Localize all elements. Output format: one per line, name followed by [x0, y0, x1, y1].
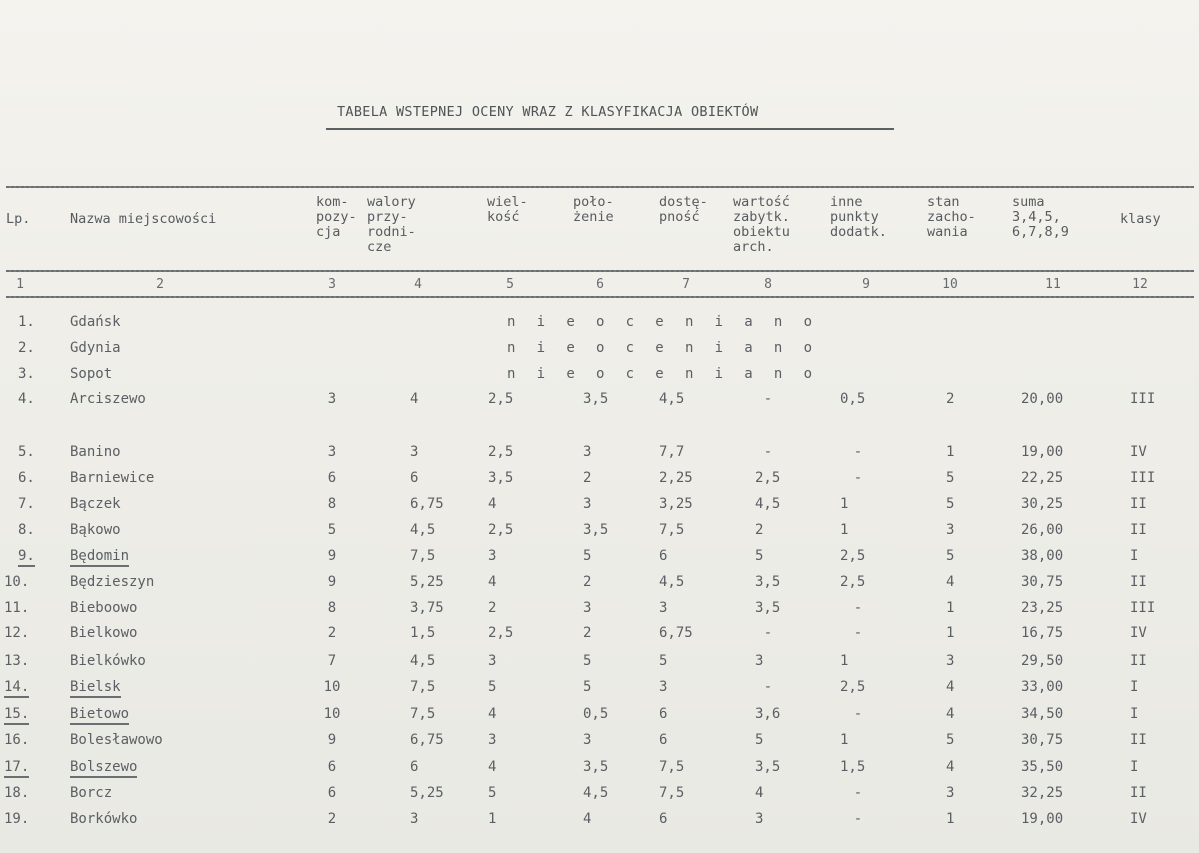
column-number: 7	[682, 277, 690, 292]
place-name: Bolszewo	[70, 759, 137, 778]
score-cell: 2,5	[488, 391, 514, 407]
score-cell: 22,25	[1021, 470, 1064, 486]
score-cell: 4	[755, 785, 764, 801]
row-number: 4.	[18, 391, 35, 407]
header-dostepnosc: dostę- pność	[659, 194, 708, 225]
score-cell: 10	[323, 679, 341, 695]
row-number: 11.	[4, 600, 30, 616]
row-number: 7.	[18, 496, 35, 512]
score-cell: 2	[488, 600, 497, 616]
score-cell: -	[853, 785, 863, 801]
score-cell: 5	[583, 548, 592, 564]
score-cell: I	[1130, 679, 1139, 695]
row-number: 19.	[4, 811, 30, 827]
column-number: 12	[1132, 277, 1148, 292]
score-cell: 4,5	[755, 496, 781, 512]
table-top-rule	[6, 186, 1194, 188]
score-cell: -	[853, 625, 863, 641]
row-number: 6.	[18, 470, 35, 486]
column-number: 10	[942, 277, 958, 292]
row-number: 8.	[18, 522, 35, 538]
row-number: 9.	[18, 548, 35, 567]
score-cell: 8	[327, 496, 337, 512]
place-name: Bielkowo	[70, 625, 138, 641]
score-cell: 3,25	[659, 496, 693, 512]
score-cell: 0,5	[583, 706, 609, 722]
score-cell: 5	[946, 548, 955, 564]
score-cell: I	[1130, 548, 1139, 564]
score-cell: III	[1130, 470, 1156, 486]
score-cell: 3	[583, 496, 592, 512]
score-cell: 3,5	[755, 759, 781, 775]
score-cell: IV	[1130, 625, 1147, 641]
place-name: Gdynia	[70, 340, 121, 356]
score-cell: 2,5	[840, 574, 866, 590]
place-name: Borkówko	[70, 811, 138, 827]
score-cell: 1,5	[840, 759, 866, 775]
row-number: 16.	[4, 732, 30, 748]
score-cell: 7,5	[410, 679, 436, 695]
column-number: 6	[596, 277, 604, 292]
score-cell: 3	[946, 785, 955, 801]
score-cell: 6	[659, 548, 668, 564]
score-cell: 2	[755, 522, 764, 538]
score-cell: 5,25	[410, 785, 444, 801]
place-name: Bączek	[70, 496, 121, 512]
place-name: Bielsk	[70, 679, 121, 698]
score-cell: 6	[659, 706, 668, 722]
score-cell: 2	[946, 391, 955, 407]
score-cell: 1	[840, 496, 849, 512]
score-cell: 19,00	[1021, 444, 1064, 460]
not-rated-note: n i e o c e n i a n o	[507, 340, 819, 356]
header-walory: walory przy- rodni- cze	[367, 194, 416, 255]
score-cell: 3	[583, 732, 592, 748]
score-cell: II	[1130, 522, 1147, 538]
score-cell: 34,50	[1021, 706, 1064, 722]
score-cell: IV	[1130, 811, 1147, 827]
score-cell: 4,5	[583, 785, 609, 801]
header-wielkosc: wiel- kość	[487, 194, 528, 225]
score-cell: 6,75	[410, 732, 444, 748]
header-bottom-rule	[6, 270, 1194, 272]
score-cell: 5	[755, 732, 764, 748]
header-stan: stan zacho- wania	[927, 194, 976, 240]
score-cell: 3,5	[755, 600, 781, 616]
score-cell: 1	[946, 625, 955, 641]
score-cell: 5	[583, 679, 592, 695]
score-cell: 2	[583, 625, 592, 641]
score-cell: II	[1130, 732, 1147, 748]
score-cell: 3	[946, 522, 955, 538]
score-cell: 2	[583, 574, 592, 590]
place-name: Sopot	[70, 366, 113, 382]
score-cell: 5	[659, 653, 668, 669]
score-cell: 1	[488, 811, 497, 827]
score-cell: II	[1130, 574, 1147, 590]
score-cell: 30,75	[1021, 574, 1064, 590]
score-cell: 2	[583, 470, 592, 486]
score-cell: -	[763, 444, 773, 460]
score-cell: 3	[583, 600, 592, 616]
score-cell: 6	[327, 470, 337, 486]
score-cell: 26,00	[1021, 522, 1064, 538]
place-name: Banino	[70, 444, 121, 460]
place-name: Będomin	[70, 548, 129, 567]
score-cell: 3	[327, 391, 337, 407]
score-cell: 3	[755, 653, 764, 669]
score-cell: 1	[840, 522, 849, 538]
score-cell: 3	[755, 811, 764, 827]
score-cell: 6,75	[659, 625, 693, 641]
score-cell: 0,5	[840, 391, 866, 407]
score-cell: 6	[327, 759, 337, 775]
score-cell: 2	[327, 625, 337, 641]
score-cell: 7,7	[659, 444, 685, 460]
title-underline	[326, 128, 894, 130]
score-cell: 2	[327, 811, 337, 827]
score-cell: 6,75	[410, 496, 444, 512]
not-rated-note: n i e o c e n i a n o	[507, 314, 819, 330]
row-number: 2.	[18, 340, 35, 356]
score-cell: -	[853, 470, 863, 486]
score-cell: 3	[946, 653, 955, 669]
score-cell: 4	[488, 496, 497, 512]
row-number: 1.	[18, 314, 35, 330]
score-cell: 38,00	[1021, 548, 1064, 564]
score-cell: I	[1130, 759, 1139, 775]
score-cell: 30,75	[1021, 732, 1064, 748]
row-number: 14.	[4, 679, 29, 698]
score-cell: 1	[840, 732, 849, 748]
column-number: 5	[506, 277, 514, 292]
score-cell: -	[763, 391, 773, 407]
header-inne-punkty: inne punkty dodatk.	[830, 194, 887, 240]
column-number: 9	[862, 277, 870, 292]
score-cell: 1	[946, 811, 955, 827]
score-cell: -	[853, 600, 863, 616]
score-cell: 33,00	[1021, 679, 1064, 695]
score-cell: III	[1130, 391, 1156, 407]
score-cell: 3	[488, 653, 497, 669]
score-cell: 30,25	[1021, 496, 1064, 512]
score-cell: 7,5	[410, 548, 436, 564]
header-wartosc: wartość zabytk. obiektu arch.	[733, 194, 790, 255]
score-cell: 3	[488, 732, 497, 748]
score-cell: 6	[327, 785, 337, 801]
score-cell: 1,5	[410, 625, 436, 641]
score-cell: 9	[327, 732, 337, 748]
place-name: Bietowo	[70, 706, 129, 725]
score-cell: 5	[755, 548, 764, 564]
header-suma: suma 3,4,5, 6,7,8,9	[1012, 194, 1069, 240]
header-kompozycja: kom- pozy- cja	[316, 194, 357, 240]
header-klasy: klasy	[1120, 211, 1161, 227]
score-cell: II	[1130, 785, 1147, 801]
score-cell: 1	[946, 444, 955, 460]
score-cell: 23,25	[1021, 600, 1064, 616]
row-number: 5.	[18, 444, 35, 460]
score-cell: 6	[410, 759, 419, 775]
score-cell: 6	[410, 470, 419, 486]
score-cell: 8	[327, 600, 337, 616]
score-cell: 3,6	[755, 706, 781, 722]
score-cell: 4	[488, 574, 497, 590]
score-cell: 16,75	[1021, 625, 1064, 641]
score-cell: 3,5	[488, 470, 514, 486]
score-cell: I	[1130, 706, 1139, 722]
score-cell: 4,5	[659, 391, 685, 407]
score-cell: -	[853, 706, 863, 722]
score-cell: 4,5	[659, 574, 685, 590]
score-cell: 4,5	[410, 653, 436, 669]
score-cell: 4	[946, 706, 955, 722]
header-lp: Lp.	[6, 211, 31, 227]
score-cell: 3	[659, 679, 668, 695]
row-number: 18.	[4, 785, 30, 801]
score-cell: 3	[659, 600, 668, 616]
score-cell: 3	[583, 444, 592, 460]
column-number: 4	[414, 277, 422, 292]
header-name: Nazwa miejscowości	[70, 211, 217, 227]
score-cell: 3,5	[583, 391, 609, 407]
column-number: 3	[328, 277, 336, 292]
score-cell: 4	[410, 391, 419, 407]
score-cell: 4	[583, 811, 592, 827]
score-cell: -	[763, 625, 773, 641]
score-cell: 1	[946, 600, 955, 616]
score-cell: 7	[327, 653, 337, 669]
score-cell: 6	[659, 811, 668, 827]
score-cell: 5,25	[410, 574, 444, 590]
score-cell: 3	[488, 548, 497, 564]
score-cell: 5	[946, 496, 955, 512]
column-number: 2	[156, 277, 164, 292]
score-cell: II	[1130, 653, 1147, 669]
score-cell: 5	[488, 785, 497, 801]
score-cell: -	[853, 444, 863, 460]
score-cell: 3	[327, 444, 337, 460]
score-cell: 4	[946, 759, 955, 775]
score-cell: 3,75	[410, 600, 444, 616]
score-cell: 4	[946, 679, 955, 695]
column-number: 8	[764, 277, 772, 292]
score-cell: 7,5	[659, 522, 685, 538]
score-cell: 2,5	[755, 470, 781, 486]
score-cell: 3	[410, 444, 419, 460]
score-cell: 19,00	[1021, 811, 1064, 827]
row-number: 10.	[4, 574, 30, 590]
score-cell: III	[1130, 600, 1156, 616]
score-cell: IV	[1130, 444, 1147, 460]
score-cell: -	[853, 811, 863, 827]
score-cell: 4	[946, 574, 955, 590]
place-name: Bąkowo	[70, 522, 121, 538]
score-cell: 6	[659, 732, 668, 748]
row-number: 13.	[4, 653, 30, 669]
place-name: Gdańsk	[70, 314, 121, 330]
score-cell: 7,5	[659, 785, 685, 801]
score-cell: 2,5	[840, 548, 866, 564]
place-name: Bolesławowo	[70, 732, 163, 748]
row-number: 12.	[4, 625, 30, 641]
score-cell: 3,5	[583, 522, 609, 538]
score-cell: 4	[488, 759, 497, 775]
column-number: 1	[16, 277, 24, 292]
score-cell: 2,5	[488, 522, 514, 538]
place-name: Bieboowo	[70, 600, 138, 616]
column-number: 11	[1045, 277, 1061, 292]
place-name: Borcz	[70, 785, 113, 801]
score-cell: 5	[327, 522, 337, 538]
score-cell: 2,5	[840, 679, 866, 695]
place-name: Barniewice	[70, 470, 155, 486]
score-cell: 5	[583, 653, 592, 669]
place-name: Arciszewo	[70, 391, 146, 407]
row-number: 17.	[4, 759, 29, 778]
score-cell: 7,5	[659, 759, 685, 775]
score-cell: 9	[327, 548, 337, 564]
place-name: Będzieszyn	[70, 574, 155, 590]
score-cell: 5	[946, 732, 955, 748]
score-cell: 3,5	[583, 759, 609, 775]
score-cell: 2,5	[488, 444, 514, 460]
score-cell: 35,50	[1021, 759, 1064, 775]
document-title: TABELA WSTEPNEJ OCENY WRAZ Z KLASYFIKACJA OBIEKTÓW	[337, 104, 759, 120]
row-number: 3.	[18, 366, 35, 382]
score-cell: 1	[840, 653, 849, 669]
place-name: Bielkówko	[70, 653, 146, 669]
score-cell: 7,5	[410, 706, 436, 722]
column-number-rule	[6, 296, 1194, 298]
score-cell: II	[1130, 496, 1147, 512]
not-rated-note: n i e o c e n i a n o	[507, 366, 819, 382]
score-cell: 5	[488, 679, 497, 695]
header-polozenie: poło- żenie	[573, 194, 614, 225]
score-cell: 2,25	[659, 470, 693, 486]
score-cell: 4,5	[410, 522, 436, 538]
score-cell: 20,00	[1021, 391, 1064, 407]
score-cell: 29,50	[1021, 653, 1064, 669]
row-number: 15.	[4, 706, 29, 725]
score-cell: 3,5	[755, 574, 781, 590]
score-cell: -	[763, 679, 773, 695]
score-cell: 10	[323, 706, 341, 722]
score-cell: 5	[946, 470, 955, 486]
score-cell: 3	[410, 811, 419, 827]
score-cell: 32,25	[1021, 785, 1064, 801]
score-cell: 4	[488, 706, 497, 722]
score-cell: 2,5	[488, 625, 514, 641]
score-cell: 9	[327, 574, 337, 590]
